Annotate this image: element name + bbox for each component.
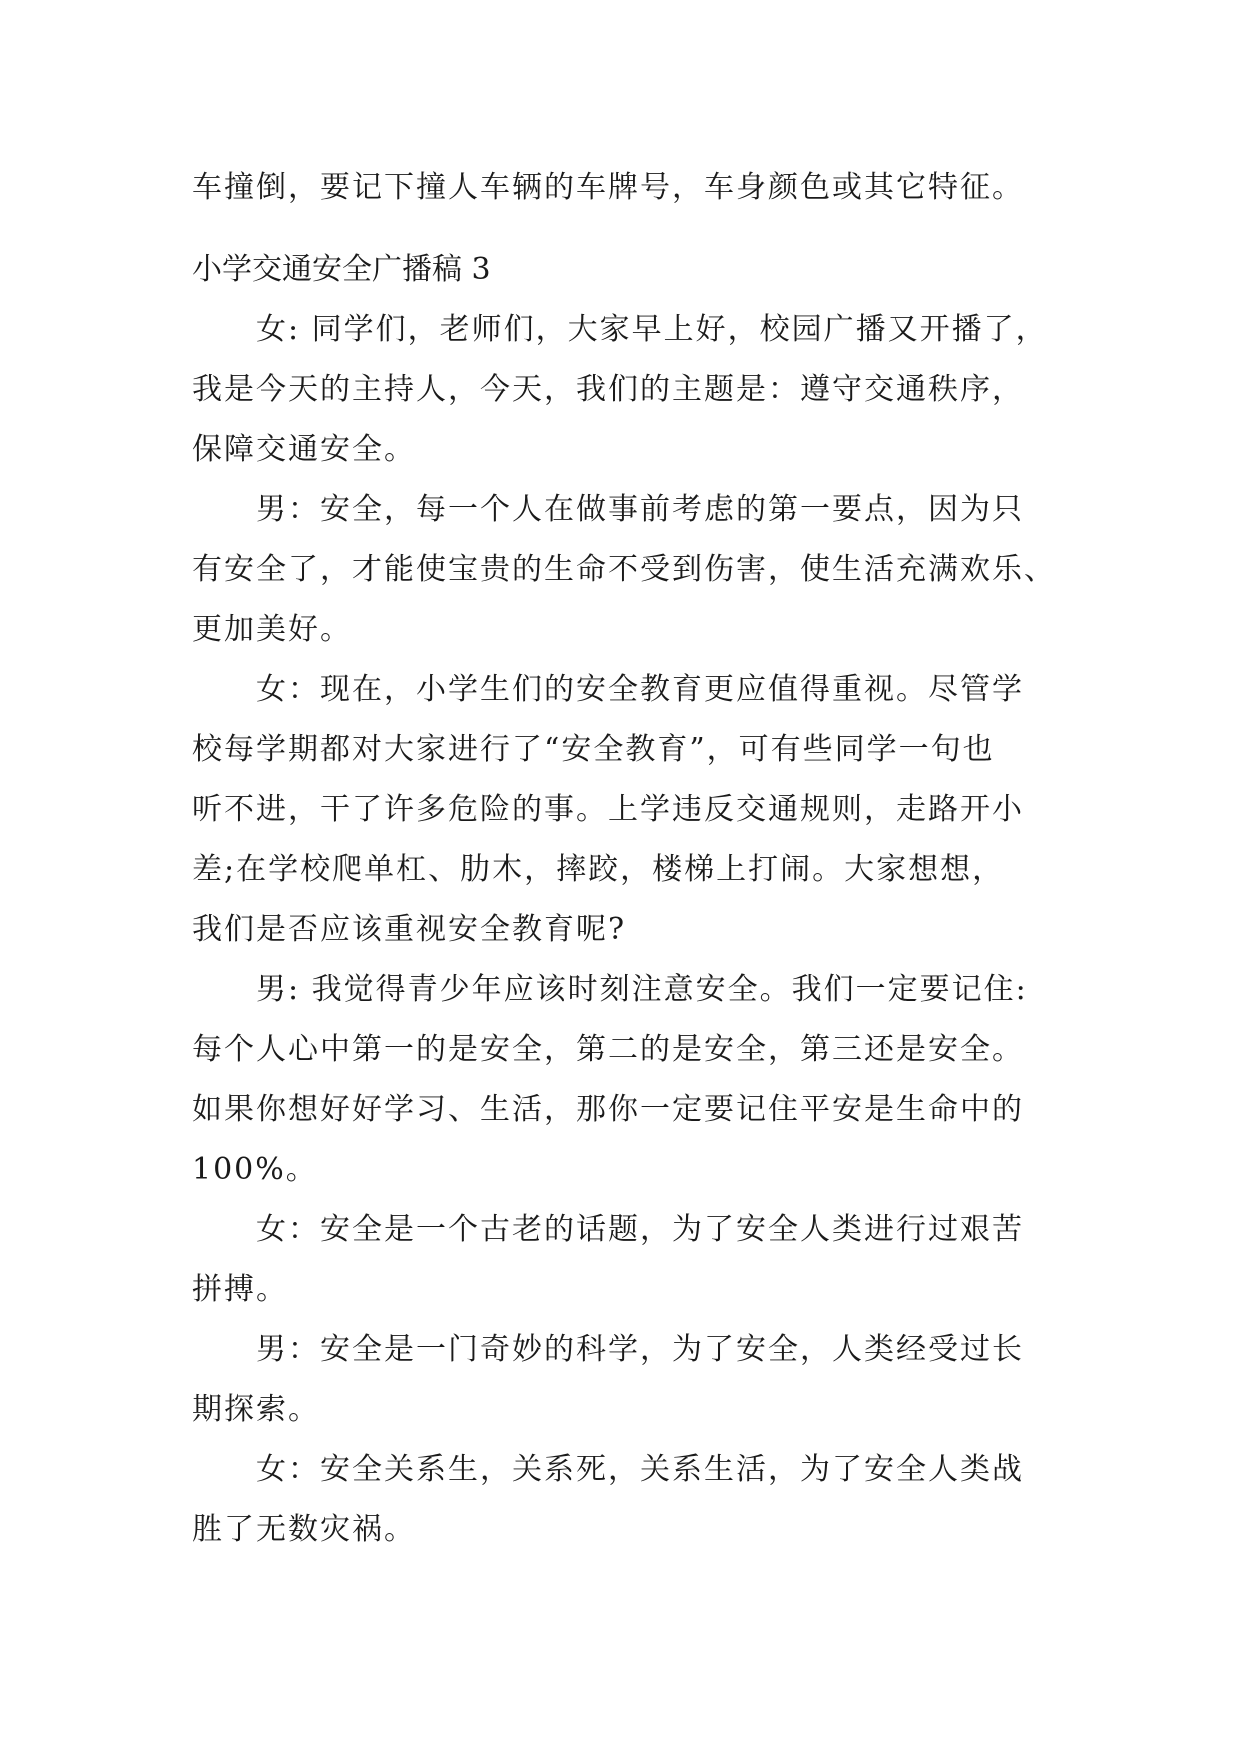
paragraph-1 [192, 300, 1072, 480]
paragraph-4 [192, 960, 1072, 1200]
document-body [192, 158, 1072, 1560]
paragraph-line: 如果你想好好学习、生活，那你一定要记住平安是生命中的 [192, 1092, 1024, 1127]
paragraph-line: 男：安全是一门奇妙的科学，为了安全，人类经受过长 [256, 1332, 1024, 1367]
paragraph-5 [192, 1200, 1072, 1320]
spacer [192, 218, 1072, 240]
paragraph-line: 每个人心中第一的是安全，第二的是安全，第三还是安全。 [192, 1032, 1024, 1067]
paragraph-line: 保障交通安全。 [192, 432, 416, 467]
paragraph-line: 女: 同学们，老师们，大家早上好，校园广播又开播了， [256, 312, 1048, 347]
paragraph-line: 男: 我觉得青少年应该时刻注意安全。我们一定要记住: [256, 972, 1028, 1007]
section-title: 小学交通安全广播稿 3 [192, 252, 491, 287]
paragraph-line: 女：现在，小学生们的安全教育更应值得重视。尽管学 [256, 672, 1024, 707]
paragraph-line: 校每学期都对大家进行了“安全教育”，可有些同学一句也 [192, 732, 995, 767]
paragraph-line: 期探索。 [192, 1392, 320, 1427]
paragraph-6 [192, 1320, 1072, 1440]
paragraph-line: 我们是否应该重视安全教育呢? [192, 912, 627, 947]
paragraph-line: 胜了无数灾祸。 [192, 1512, 416, 1547]
paragraph-line: 100%。 [192, 1152, 318, 1187]
paragraph-line: 更加美好。 [192, 612, 352, 647]
paragraph-line: 拼搏。 [192, 1272, 288, 1307]
paragraph-line: 听不进，干了许多危险的事。上学违反交通规则，走路开小 [192, 792, 1024, 827]
paragraph-line: 女：安全关系生，关系死，关系生活，为了安全人类战 [256, 1452, 1024, 1487]
paragraph-line: 我是今天的主持人，今天，我们的主题是：遵守交通秩序， [192, 372, 1024, 407]
paragraph-2 [192, 480, 1072, 660]
paragraph-line: 有安全了，才能使宝贵的生命不受到伤害，使生活充满欢乐、 [192, 552, 1056, 587]
paragraph-3 [192, 660, 1072, 960]
paragraph-line: 差;在学校爬单杠、肋木，摔跤，楼梯上打闹。大家想想， [192, 852, 1005, 887]
lead-line: 车撞倒，要记下撞人车辆的车牌号，车身颜色或其它特征。 [192, 170, 1024, 205]
paragraph-7 [192, 1440, 1072, 1560]
paragraph-line: 男：安全，每一个人在做事前考虑的第一要点，因为只 [256, 492, 1024, 527]
paragraph-line: 女：安全是一个古老的话题，为了安全人类进行过艰苦 [256, 1212, 1024, 1247]
